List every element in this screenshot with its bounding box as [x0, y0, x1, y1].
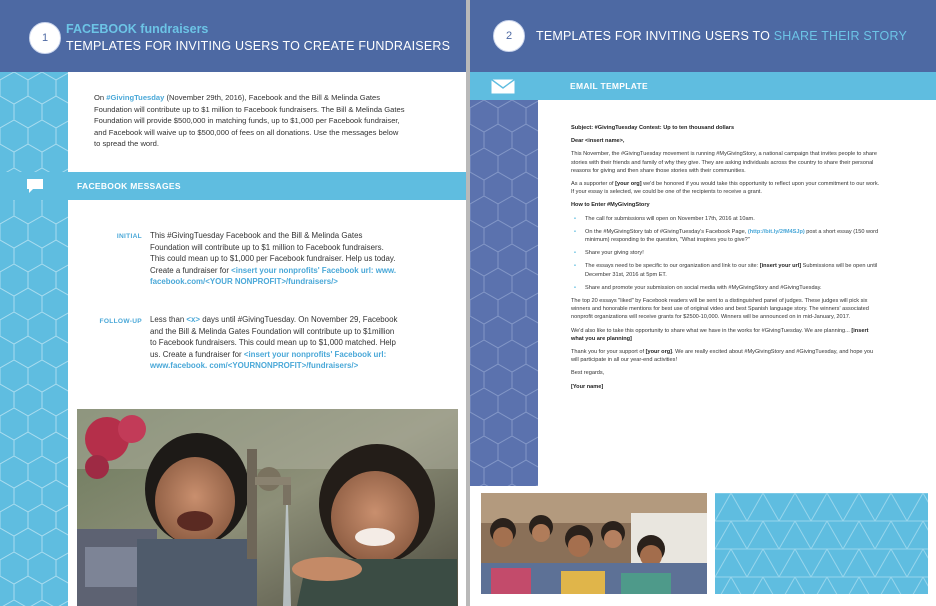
email-subject: Subject: #GivingTuesday Contest: Up to ten thousand dollars	[571, 125, 735, 131]
envelope-icon	[491, 79, 515, 94]
page-number-badge: 2	[493, 20, 525, 52]
page-header	[470, 0, 936, 72]
header-title: TEMPLATES FOR INVITING USERS TO SHARE THEIR STORY	[536, 29, 907, 43]
hex-pattern	[470, 100, 538, 486]
hex-pattern	[0, 72, 68, 606]
how-to-enter-heading: How to Enter #MyGivingStory	[571, 202, 650, 209]
email-template-body	[571, 124, 881, 396]
entry-steps-list	[571, 215, 881, 292]
facebook-page-link[interactable]: (http://bit.ly/2fM4SJp)	[747, 228, 805, 235]
list-item: • Share your giving story!	[574, 250, 644, 257]
page-header	[0, 0, 466, 72]
decorative-hex-strip	[470, 100, 538, 486]
email-greeting: Dear <insert name>,	[571, 138, 625, 145]
facebook-url-placeholder[interactable]: <insert your nonprofits' Facebook url: www.facebook. com/<YOURNONPROFIT>/fundraisers/>	[150, 349, 387, 370]
facebook-messages-section-bar	[0, 172, 466, 200]
email-template-section-bar	[470, 72, 936, 100]
section-title: EMAIL TEMPLATE	[570, 81, 649, 91]
chat-bubble-icon	[26, 178, 44, 194]
page-2	[470, 0, 936, 606]
message-label-initial: INITIAL	[116, 233, 142, 240]
list-item: • The essays need to be specific to our organization and link to our site: [insert your url] Submissions will be open until December 31st, 2016 at 5pm ET.	[574, 263, 878, 278]
list-item: • Share and promote your submission on social media with #MyGivingStory and #GivingTuesday.	[574, 284, 822, 291]
section-title: FACEBOOK MESSAGES	[77, 181, 181, 191]
children-water-tap-photo	[77, 409, 458, 606]
header-title: FACEBOOK fundraisers	[66, 22, 209, 36]
message-follow-up: Less than <x> days until #GivingTuesday. On November 29, Facebook and the Bill & Melinda Gates Foundation will contribute up to $1million to Facebook fundraisers. This could mean up to $1,000 matched. Help us. Create a fundraiser for <insert your nonprofits' Facebook url: www.facebook. com/<YOURNONPROFIT>/fundraisers/>	[150, 315, 398, 370]
list-item: • The call for submissions will open on November 17th, 2016 at 10am.	[574, 215, 755, 222]
email-signature: [Your name]	[571, 383, 604, 390]
intro-paragraph: On #GivingTuesday (November 29th, 2016), Facebook and the Bill & Melinda Gates Foundation will contribute up to $1 million to Facebook fundraisers. The Bill & Melinda Gates Foundation will provide $500,000 in matching funds, up to $1,000 per Facebook fundraiser, and Facebook will waive up to $500,000 of fees on all donations. Use the messages below to spread the word.	[94, 93, 405, 148]
facebook-url-placeholder[interactable]: <insert your nonprofits' Facebook url: www. facebook.com/<YOUR NONPROFIT>/fundraisers/>	[150, 265, 397, 286]
list-item: • On the #MyGivingStory tab of #GivingTuesday's Facebook Page, (http://bit.ly/2fM4SJp) post a short essay (150 word minimum) responding to the question, "What inspires you to give?"	[574, 228, 879, 244]
decorative-triangle-pattern	[715, 493, 928, 594]
email-closing: Best regards,	[571, 370, 605, 377]
page-1	[0, 0, 466, 606]
email-paragraph: As a supporter of [your org] we'd be honored if you would take this opportunity to reflect upon your commitment to our work. If your essay is selected, we could be one of the recipients to receive a grant.	[571, 181, 880, 196]
message-label-follow-up: FOLLOW-UP	[99, 318, 142, 325]
email-paragraph: We'd also like to take this opportunity to share what we have in the works for #GivingTuesday. We are planning... [insert what you are planning]	[571, 327, 869, 342]
giving-tuesday-hashtag[interactable]: #GivingTuesday	[106, 93, 165, 102]
page-number-badge: 1	[29, 22, 61, 54]
header-subtitle: TEMPLATES FOR INVITING USERS TO CREATE FUNDRAISERS	[66, 39, 451, 53]
decorative-hex-strip	[0, 72, 68, 606]
message-initial: This #GivingTuesday Facebook and the Bill & Melinda Gates Foundation will contribute up to $1 million to Facebook fundraisers. This could mean up to $1,000 per Facebook fundraiser. Help us today. Create a fundraiser for <insert your nonprofits' Facebook url: www. facebook.com/<YOUR NONPROFIT>/fundraisers/>	[150, 231, 397, 286]
classroom-children-photo	[481, 493, 707, 594]
email-paragraph: The top 20 essays "liked" by Facebook readers will be sent to a distinguished panel of judges. These judges will pick six winners and honorable mentions for best use of original video and best Spanish language story. The winners' associated nonprofit organizations will receive grants for $2500-10,000. Winners will be announced on in mid-January, 2017.	[571, 298, 869, 321]
email-paragraph: This November, the #GivingTuesday movement is running #MyGivingStory, a national campaign that invites people to share stories with their friends and family of why they give. They are asking individuals across the country to share their personal reasons for giving and then share those stories with their communities.	[571, 151, 877, 174]
email-paragraph: Thank you for your support of [your org]. We are really excited about #MyGivingStory and #GivingTuesday, and hope you will participate in all our year-end activities!	[571, 349, 874, 364]
days-placeholder: <x>	[186, 315, 201, 324]
